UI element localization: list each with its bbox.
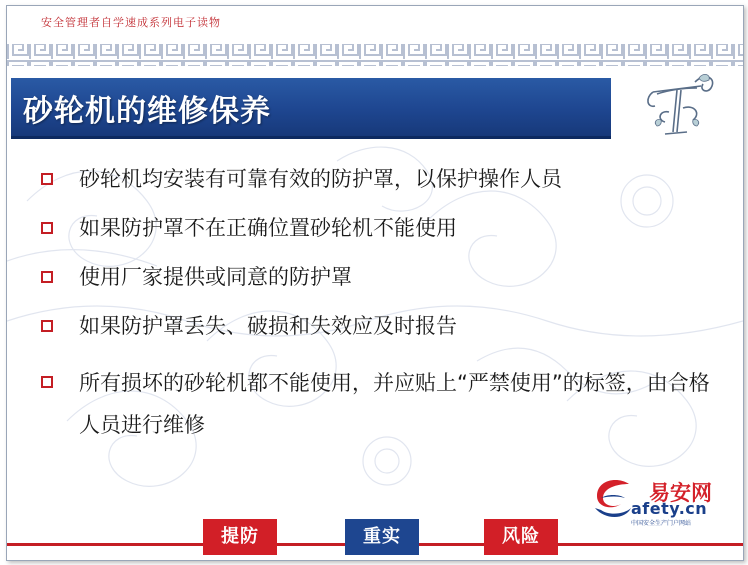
logo-brand-text: 易安网	[649, 481, 712, 505]
square-bullet-icon	[41, 376, 53, 388]
footer-button-emphasis[interactable]: 重实	[345, 519, 419, 555]
footer-button-prevent[interactable]: 提防	[203, 519, 277, 555]
slide-title: 砂轮机的维修保养	[23, 94, 271, 129]
bullet-text: 如果防护罩不在正确位置砂轮机不能使用	[79, 216, 457, 240]
footer-button-risk[interactable]: 风险	[484, 519, 558, 555]
list-item	[41, 264, 721, 291]
bullet-text: 砂轮机均安装有可靠有效的防护罩，以保护操作人员	[79, 167, 562, 191]
series-caption: 安全管理者自学速成系列电子读物	[41, 16, 221, 29]
logo-emblem-icon	[591, 474, 635, 528]
safety-cn-logo	[591, 474, 731, 528]
bullet-text: 所有损坏的砂轮机都不能使用，并应贴上“严禁使用”的标签，由合格人员进行维修	[79, 371, 710, 437]
logo-tagline: 中国安全生产门户网站	[631, 520, 692, 527]
square-bullet-icon	[41, 222, 53, 234]
square-bullet-icon	[41, 320, 53, 332]
corner-ornament-icon	[639, 68, 719, 148]
logo-domain-text: afety.cn	[631, 499, 708, 518]
square-bullet-icon	[41, 173, 53, 185]
square-bullet-icon	[41, 271, 53, 283]
bullet-list	[41, 166, 721, 468]
bullet-text: 如果防护罩丢失、破损和失效应及时报告	[79, 314, 457, 338]
list-item	[41, 313, 721, 340]
list-item	[41, 166, 721, 193]
slide	[6, 5, 744, 561]
bullet-text: 使用厂家提供或同意的防护罩	[79, 265, 352, 289]
meander-border	[7, 38, 743, 72]
title-bar	[11, 78, 611, 139]
list-item	[41, 362, 721, 446]
list-item	[41, 215, 721, 242]
